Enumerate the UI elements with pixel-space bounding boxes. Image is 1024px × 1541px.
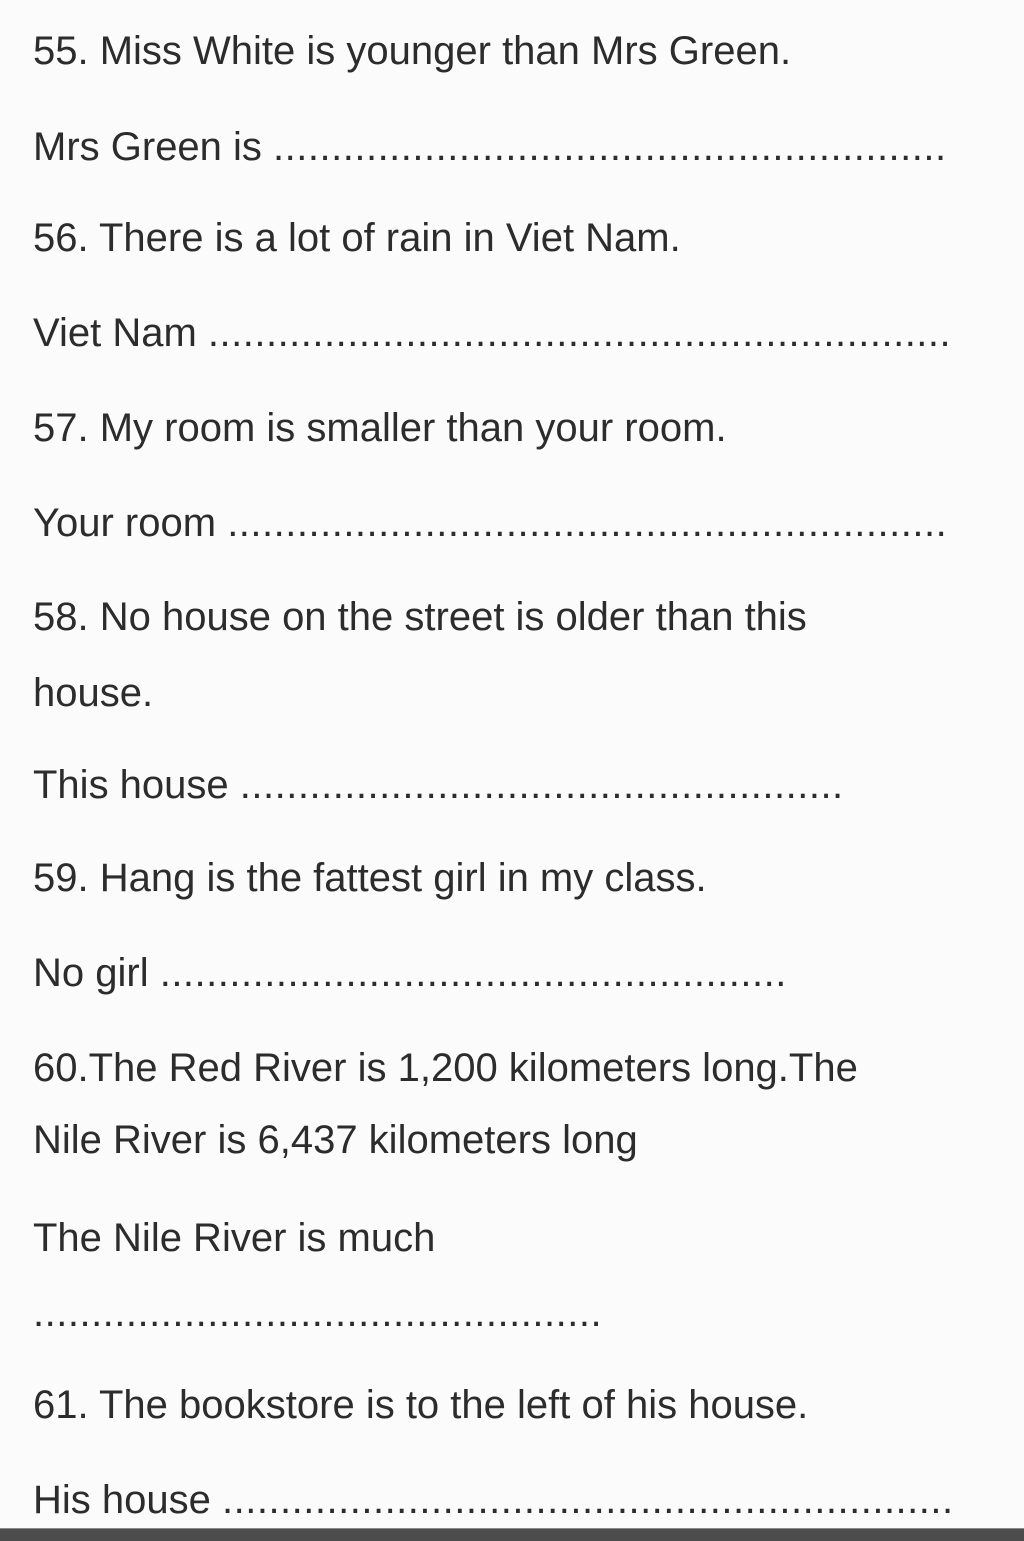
bottom-edge-bar <box>0 1528 1024 1541</box>
answer-60-line1 <box>33 1215 1004 1262</box>
question-text: 55. Miss White is younger than Mrs Green. <box>33 29 792 73</box>
question-text: 60.The Red River is 1,200 kilometers long.The <box>33 1046 858 1090</box>
question-text: 59. Hang is the fattest girl in my class. <box>33 856 707 900</box>
answer-prefix: No girl <box>33 951 160 995</box>
answer-prefix: Viet Nam <box>33 311 208 355</box>
answer-58 <box>33 762 1004 809</box>
question-57 <box>33 405 1004 452</box>
answer-prefix: Your room <box>33 501 228 545</box>
answer-blank-dots: ................................................. <box>33 1291 603 1335</box>
answer-prefix: His house <box>33 1478 222 1522</box>
question-60-line1 <box>33 1045 1004 1092</box>
question-text: 58. No house on the street is older than this <box>33 595 807 639</box>
answer-prefix: Mrs Green is <box>33 125 274 169</box>
question-58-line2 <box>33 670 1004 717</box>
question-text: house. <box>33 671 154 715</box>
answer-blank-dots: ............................................................... <box>221 1478 954 1522</box>
answer-61 <box>33 1477 1004 1524</box>
answer-57 <box>33 500 1004 547</box>
question-text: 56. There is a lot of rain in Viet Nam. <box>33 216 681 260</box>
question-59 <box>33 855 1004 902</box>
question-55 <box>33 28 1004 75</box>
answer-blank-dots: ................................................................ <box>207 311 952 355</box>
answer-59 <box>33 950 1004 997</box>
question-61 <box>33 1382 1004 1429</box>
question-56 <box>33 215 1004 262</box>
answer-blank-dots: .................................................... <box>239 763 844 807</box>
question-text: 57. My room is smaller than your room. <box>33 406 727 450</box>
question-text: 61. The bookstore is to the left of his house. <box>33 1383 809 1427</box>
answer-60-dots <box>33 1290 1004 1337</box>
answer-blank-dots: .......................................................... <box>273 125 947 169</box>
answer-prefix: This house <box>33 763 240 807</box>
answer-blank-dots: ...................................................... <box>159 951 787 995</box>
question-60-line2 <box>33 1117 1004 1164</box>
question-58-line1 <box>33 594 1004 641</box>
answer-prefix: The Nile River is much <box>33 1216 436 1260</box>
answer-55 <box>33 124 1004 171</box>
answer-56 <box>33 310 1004 357</box>
answer-blank-dots: .............................................................. <box>227 501 948 545</box>
question-text: Nile River is 6,437 kilometers long <box>33 1118 638 1162</box>
